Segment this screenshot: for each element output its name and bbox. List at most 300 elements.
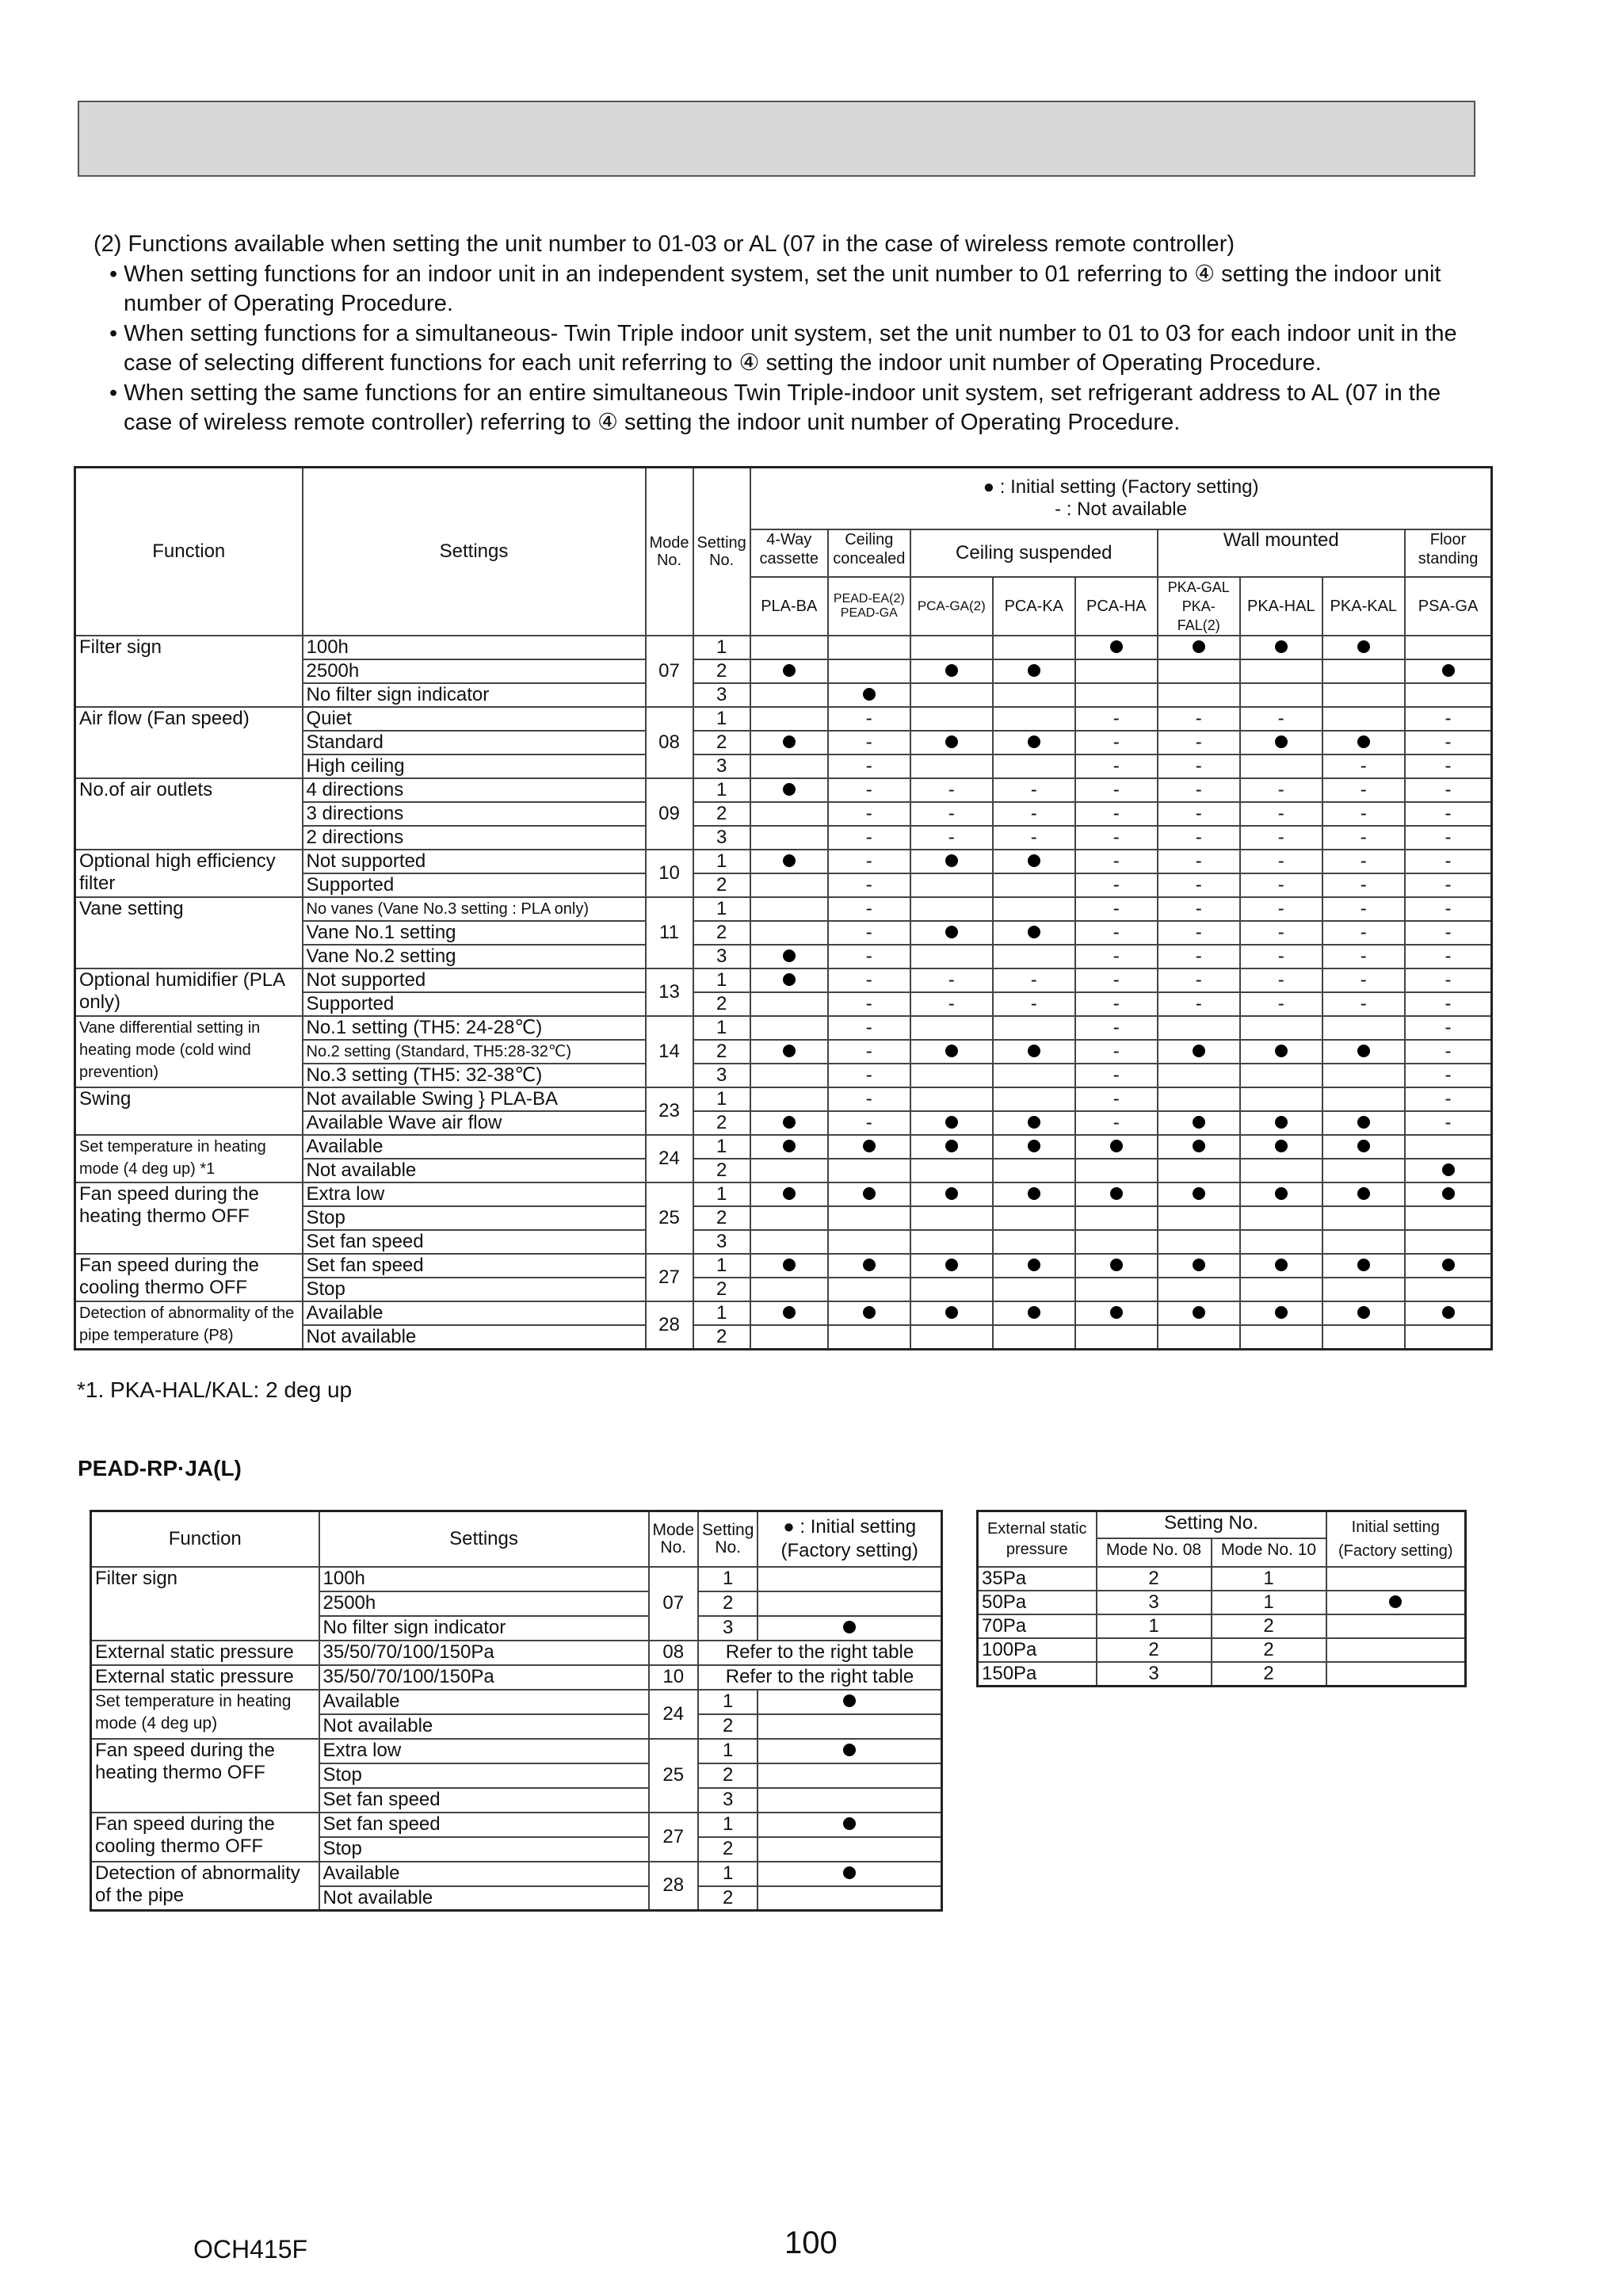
model-value-cell: - xyxy=(1322,897,1405,921)
model-value-cell: - xyxy=(1075,1064,1158,1087)
mode-cell: 09 xyxy=(646,778,693,850)
model-value-cell xyxy=(828,1325,910,1350)
settings-cell: 2500h xyxy=(319,1591,649,1616)
setting-no-cell: 2 xyxy=(693,921,750,945)
refer-right-table-cell: Refer to the right table xyxy=(698,1641,941,1665)
model-value-cell xyxy=(1405,1278,1492,1301)
model-value-cell: - xyxy=(1240,968,1322,992)
initial-setting-dot xyxy=(1442,1306,1455,1319)
setting-no-cell: 2 xyxy=(698,1714,758,1739)
t3-header-mode-08: Mode No. 08 xyxy=(1097,1538,1212,1567)
model-value-cell xyxy=(910,1111,993,1135)
table-row xyxy=(75,1087,1492,1111)
settings-cell: Set fan speed xyxy=(303,1230,646,1254)
model-value-cell xyxy=(750,945,828,968)
initial-setting-dot xyxy=(1028,1259,1040,1271)
initial-setting-dot xyxy=(1028,664,1040,677)
model-value-cell xyxy=(1240,1040,1322,1064)
initial-setting-dot xyxy=(1110,640,1123,653)
setting-no-cell: 1 xyxy=(693,707,750,731)
mode-10-setting-cell: 2 xyxy=(1212,1638,1326,1662)
t1-group-ceiling-suspended: Ceiling suspended xyxy=(910,529,1158,577)
t1-model-pead: PEAD-EA(2) PEAD-GA xyxy=(828,577,910,636)
model-value-cell xyxy=(993,636,1075,659)
initial-setting-cell xyxy=(758,1862,941,1886)
model-value-cell xyxy=(1158,1206,1240,1230)
table-row xyxy=(75,1182,1492,1206)
initial-setting-dot xyxy=(1357,1045,1370,1057)
settings-cell: No filter sign indicator xyxy=(303,683,646,707)
model-value-cell xyxy=(993,1278,1075,1301)
initial-setting-dot xyxy=(783,1140,796,1152)
model-value-cell xyxy=(828,1135,910,1159)
model-value-cell xyxy=(1322,1278,1405,1301)
model-value-cell xyxy=(750,636,828,659)
model-value-cell xyxy=(828,1159,910,1182)
initial-setting-dot xyxy=(863,1140,876,1152)
model-value-cell xyxy=(910,1016,993,1040)
initial-setting-dot xyxy=(783,735,796,748)
model-value-cell xyxy=(993,850,1075,873)
model-value-cell xyxy=(1158,683,1240,707)
settings-cell: Stop xyxy=(319,1837,649,1862)
model-value-cell xyxy=(993,1230,1075,1254)
initial-setting-dot xyxy=(1110,1140,1123,1152)
model-value-cell xyxy=(1322,1135,1405,1159)
setting-no-cell: 1 xyxy=(698,1567,758,1591)
model-value-cell xyxy=(993,1135,1075,1159)
model-value-cell: - xyxy=(828,945,910,968)
mode-cell: 23 xyxy=(646,1087,693,1135)
model-value-cell xyxy=(910,873,993,897)
model-value-cell xyxy=(750,755,828,778)
model-value-cell xyxy=(910,707,993,731)
table-row xyxy=(91,1739,942,1763)
model-value-cell xyxy=(910,1064,993,1087)
table-row xyxy=(75,897,1492,921)
initial-setting-dot xyxy=(783,854,796,867)
settings-cell: Stop xyxy=(303,1206,646,1230)
model-value-cell: - xyxy=(910,968,993,992)
function-cell: Vane setting xyxy=(75,897,303,968)
model-value-cell xyxy=(1322,1016,1405,1040)
model-value-cell: - xyxy=(1075,707,1158,731)
model-value-cell xyxy=(1158,659,1240,683)
initial-setting-dot xyxy=(1442,1259,1455,1271)
model-value-cell xyxy=(828,1278,910,1301)
model-value-cell: - xyxy=(1405,1016,1492,1040)
model-value-cell xyxy=(1240,1159,1322,1182)
model-value-cell: - xyxy=(1240,897,1322,921)
model-value-cell: - xyxy=(1158,826,1240,850)
model-value-cell xyxy=(1075,1135,1158,1159)
model-value-cell: - xyxy=(1158,968,1240,992)
model-value-cell xyxy=(1075,1159,1158,1182)
model-value-cell xyxy=(910,659,993,683)
initial-setting-dot xyxy=(1028,1306,1040,1319)
model-value-cell xyxy=(1322,1064,1405,1087)
model-value-cell xyxy=(828,683,910,707)
table-row xyxy=(75,707,1492,731)
model-value-cell xyxy=(750,683,828,707)
t1-header-settings: Settings xyxy=(303,468,646,636)
setting-no-cell: 1 xyxy=(693,778,750,802)
setting-no-cell: 1 xyxy=(693,1182,750,1206)
model-value-cell xyxy=(1322,683,1405,707)
settings-cell: Not available xyxy=(319,1886,649,1911)
model-value-cell xyxy=(750,1040,828,1064)
initial-setting-dot xyxy=(1357,735,1370,748)
model-value-cell xyxy=(1240,1301,1322,1325)
initial-setting-dot xyxy=(1357,1259,1370,1271)
model-value-cell: - xyxy=(1075,826,1158,850)
mode-cell: 27 xyxy=(649,1813,699,1862)
setting-no-cell: 3 xyxy=(693,755,750,778)
initial-setting-dot xyxy=(1275,1306,1288,1319)
mode-cell: 11 xyxy=(646,897,693,968)
function-cell: Optional humidifier (PLA only) xyxy=(75,968,303,1016)
initial-setting-cell xyxy=(1326,1614,1466,1638)
model-value-cell xyxy=(1240,1278,1322,1301)
model-value-cell: - xyxy=(828,731,910,755)
setting-no-cell: 1 xyxy=(698,1813,758,1837)
model-value-cell xyxy=(750,731,828,755)
initial-setting-dot xyxy=(783,1306,796,1319)
model-value-cell: - xyxy=(910,802,993,826)
initial-setting-dot xyxy=(1442,1187,1455,1200)
model-value-cell: - xyxy=(828,850,910,873)
model-value-cell xyxy=(993,1064,1075,1087)
settings-cell: Vane No.1 setting xyxy=(303,921,646,945)
pressure-cell: 35Pa xyxy=(978,1567,1097,1591)
model-value-cell xyxy=(1240,1016,1322,1040)
initial-setting-dot xyxy=(945,1187,958,1200)
settings-cell: Extra low xyxy=(303,1182,646,1206)
table-row xyxy=(75,778,1492,802)
function-cell: Swing xyxy=(75,1087,303,1135)
model-value-cell: - xyxy=(1405,755,1492,778)
model-value-cell xyxy=(750,1135,828,1159)
settings-cell: 35/50/70/100/150Pa xyxy=(319,1665,649,1690)
model-value-cell xyxy=(1240,1064,1322,1087)
model-value-cell xyxy=(910,897,993,921)
initial-setting-cell xyxy=(758,1690,941,1714)
function-cell: Detection of abnormality of the pipe xyxy=(91,1862,319,1911)
model-value-cell xyxy=(1405,1254,1492,1278)
initial-setting-cell xyxy=(758,1616,941,1641)
model-value-cell: - xyxy=(828,897,910,921)
settings-cell: Not supported xyxy=(303,968,646,992)
model-value-cell: - xyxy=(1322,778,1405,802)
intro-heading: (2) Functions available when setting the unit number to 01-03 or AL (07 in the case of wireless remote controller) xyxy=(94,231,1235,257)
function-cell: Set temperature in heating mode (4 deg up) xyxy=(91,1690,319,1739)
pressure-cell: 150Pa xyxy=(978,1662,1097,1687)
settings-cell: High ceiling xyxy=(303,755,646,778)
model-value-cell: - xyxy=(1075,992,1158,1016)
initial-setting-dot xyxy=(1193,1140,1205,1152)
model-value-cell xyxy=(1240,731,1322,755)
table-row xyxy=(91,1665,942,1690)
model-value-cell: - xyxy=(1322,945,1405,968)
model-value-cell: - xyxy=(1405,945,1492,968)
setting-no-cell: 2 xyxy=(698,1591,758,1616)
mode-10-setting-cell: 1 xyxy=(1212,1591,1326,1614)
setting-no-cell: 2 xyxy=(698,1886,758,1911)
settings-cell: Standard xyxy=(303,731,646,755)
model-value-cell: - xyxy=(1405,707,1492,731)
model-value-cell: - xyxy=(1405,802,1492,826)
initial-setting-dot xyxy=(1357,1306,1370,1319)
model-value-cell xyxy=(1322,636,1405,659)
initial-setting-dot xyxy=(1275,735,1288,748)
model-value-cell xyxy=(1240,1230,1322,1254)
setting-no-cell: 2 xyxy=(693,802,750,826)
pead-title: PEAD-RP·JA(L) xyxy=(78,1456,242,1480)
setting-no-cell: 3 xyxy=(698,1616,758,1641)
model-value-cell xyxy=(1405,1230,1492,1254)
model-value-cell xyxy=(910,1135,993,1159)
model-value-cell xyxy=(750,826,828,850)
initial-setting-dot xyxy=(1193,1306,1205,1319)
model-value-cell: - xyxy=(1158,873,1240,897)
model-value-cell xyxy=(750,968,828,992)
initial-setting-dot xyxy=(1275,640,1288,653)
model-value-cell xyxy=(993,1254,1075,1278)
model-value-cell xyxy=(1405,659,1492,683)
model-value-cell xyxy=(1405,1206,1492,1230)
model-value-cell xyxy=(1158,1040,1240,1064)
model-value-cell xyxy=(1240,1254,1322,1278)
t1-group-ceiling-concealed: Ceiling concealed xyxy=(828,529,910,577)
t1-legend-not-available: - : Not available xyxy=(1055,498,1187,520)
model-value-cell xyxy=(910,1087,993,1111)
model-value-cell xyxy=(993,1111,1075,1135)
model-value-cell xyxy=(750,1159,828,1182)
model-value-cell: - xyxy=(1075,921,1158,945)
t1-group-floor-standing: Floor standing xyxy=(1405,529,1492,577)
function-cell: Vane differential setting in heating mode (cold wind prevention) xyxy=(75,1016,303,1087)
initial-setting-cell xyxy=(758,1837,941,1862)
model-value-cell xyxy=(828,636,910,659)
model-value-cell xyxy=(750,897,828,921)
model-value-cell: - xyxy=(1405,968,1492,992)
model-value-cell: - xyxy=(828,921,910,945)
settings-cell: No vanes (Vane No.3 setting : PLA only) xyxy=(303,897,646,921)
model-value-cell xyxy=(993,683,1075,707)
model-value-cell: - xyxy=(1158,731,1240,755)
setting-no-cell: 1 xyxy=(693,897,750,921)
model-value-cell: - xyxy=(828,1064,910,1087)
initial-setting-dot xyxy=(843,1817,856,1830)
initial-setting-dot xyxy=(1357,1187,1370,1200)
model-value-cell xyxy=(1158,1278,1240,1301)
initial-setting-dot xyxy=(945,926,958,938)
model-value-cell xyxy=(993,945,1075,968)
model-value-cell xyxy=(1075,659,1158,683)
model-value-cell: - xyxy=(828,1111,910,1135)
settings-cell: Stop xyxy=(303,1278,646,1301)
table-row xyxy=(978,1614,1466,1638)
mode-cell: 08 xyxy=(649,1641,699,1665)
table-row xyxy=(75,636,1492,659)
model-value-cell xyxy=(750,659,828,683)
model-value-cell xyxy=(910,850,993,873)
mode-10-setting-cell: 2 xyxy=(1212,1662,1326,1687)
model-value-cell xyxy=(750,778,828,802)
t1-model-pca-ka: PCA-KA xyxy=(993,577,1075,636)
mode-cell: 25 xyxy=(646,1182,693,1254)
t1-group-4way: 4-Way cassette xyxy=(750,529,828,577)
model-value-cell: - xyxy=(1405,826,1492,850)
setting-no-cell: 2 xyxy=(693,873,750,897)
model-value-cell: - xyxy=(1405,778,1492,802)
model-value-cell xyxy=(910,1301,993,1325)
model-value-cell: - xyxy=(1075,1016,1158,1040)
model-value-cell xyxy=(1158,1135,1240,1159)
model-value-cell xyxy=(1405,683,1492,707)
model-value-cell xyxy=(1240,683,1322,707)
setting-no-cell: 2 xyxy=(693,1278,750,1301)
model-value-cell xyxy=(993,897,1075,921)
model-value-cell xyxy=(750,1182,828,1206)
settings-cell: Extra low xyxy=(319,1739,649,1763)
initial-setting-dot xyxy=(1193,1045,1205,1057)
model-value-cell: - xyxy=(1405,1064,1492,1087)
model-value-cell xyxy=(910,636,993,659)
setting-no-cell: 2 xyxy=(698,1763,758,1788)
function-cell: Filter sign xyxy=(91,1567,319,1641)
model-value-cell: - xyxy=(1405,1111,1492,1135)
model-value-cell xyxy=(1158,1111,1240,1135)
setting-no-cell: 1 xyxy=(693,968,750,992)
settings-cell: No filter sign indicator xyxy=(319,1616,649,1641)
t1-group-wall-mounted: Wall mounted xyxy=(1158,529,1405,577)
model-value-cell xyxy=(993,1182,1075,1206)
model-value-cell: - xyxy=(1322,873,1405,897)
model-value-cell xyxy=(750,873,828,897)
model-value-cell xyxy=(1240,1325,1322,1350)
model-value-cell xyxy=(910,1040,993,1064)
mode-08-setting-cell: 3 xyxy=(1097,1662,1212,1687)
model-value-cell: - xyxy=(828,968,910,992)
model-value-cell: - xyxy=(1240,826,1322,850)
mode-cell: 10 xyxy=(649,1665,699,1690)
model-value-cell xyxy=(1158,1016,1240,1040)
intro-bullet-1: • When setting functions for an indoor unit in an independent system, set the unit number to 01 referring to ④ setting the indoor unit number of Operating Procedure. xyxy=(109,261,1441,316)
initial-setting-dot xyxy=(783,973,796,986)
initial-setting-dot xyxy=(1110,1259,1123,1271)
t2-header-setting: Setting No. xyxy=(698,1511,758,1567)
mode-cell: 28 xyxy=(649,1862,699,1911)
initial-setting-dot xyxy=(843,1744,856,1756)
setting-no-cell: 3 xyxy=(693,826,750,850)
setting-no-cell: 3 xyxy=(693,1064,750,1087)
mode-cell: 27 xyxy=(646,1254,693,1301)
mode-cell: 25 xyxy=(649,1739,699,1813)
model-value-cell xyxy=(1240,636,1322,659)
model-value-cell: - xyxy=(1322,802,1405,826)
settings-cell: Not available xyxy=(319,1714,649,1739)
function-cell: Fan speed during the cooling thermo OFF xyxy=(91,1813,319,1862)
table-row xyxy=(91,1813,942,1837)
function-cell: Filter sign xyxy=(75,636,303,707)
model-value-cell xyxy=(910,731,993,755)
model-value-cell xyxy=(828,1182,910,1206)
function-cell: Fan speed during the heating thermo OFF xyxy=(91,1739,319,1813)
model-value-cell xyxy=(1240,659,1322,683)
initial-setting-dot xyxy=(1389,1595,1402,1608)
initial-setting-dot xyxy=(945,664,958,677)
initial-setting-dot xyxy=(843,1694,856,1707)
model-value-cell xyxy=(1075,1325,1158,1350)
functions-table xyxy=(74,466,1493,1350)
settings-cell: Available xyxy=(319,1862,649,1886)
model-value-cell xyxy=(1158,1064,1240,1087)
table-row xyxy=(75,1301,1492,1325)
initial-setting-dot xyxy=(1028,1140,1040,1152)
model-value-cell: - xyxy=(1405,921,1492,945)
model-value-cell: - xyxy=(993,802,1075,826)
initial-setting-dot xyxy=(863,688,876,701)
model-value-cell xyxy=(1322,707,1405,731)
initial-setting-dot xyxy=(945,1306,958,1319)
setting-no-cell: 2 xyxy=(693,992,750,1016)
model-value-cell xyxy=(750,1206,828,1230)
model-value-cell xyxy=(1405,1135,1492,1159)
model-value-cell: - xyxy=(828,1087,910,1111)
setting-no-cell: 2 xyxy=(693,1325,750,1350)
settings-cell: Supported xyxy=(303,992,646,1016)
t1-header-setting: Setting No. xyxy=(693,468,750,636)
initial-setting-dot xyxy=(1442,664,1455,677)
setting-no-cell: 2 xyxy=(693,1206,750,1230)
model-value-cell xyxy=(1322,1325,1405,1350)
settings-cell: Quiet xyxy=(303,707,646,731)
model-value-cell xyxy=(1322,1206,1405,1230)
intro-text xyxy=(94,230,1488,438)
model-value-cell xyxy=(750,707,828,731)
table-row xyxy=(978,1567,1466,1591)
settings-cell: 100h xyxy=(319,1567,649,1591)
model-value-cell: - xyxy=(1075,850,1158,873)
initial-setting-dot xyxy=(1110,1306,1123,1319)
mode-cell: 28 xyxy=(646,1301,693,1350)
initial-setting-dot xyxy=(843,1866,856,1879)
model-value-cell xyxy=(1158,1254,1240,1278)
model-value-cell: - xyxy=(1405,897,1492,921)
t1-model-psa-ga: PSA-GA xyxy=(1405,577,1492,636)
model-value-cell xyxy=(1322,659,1405,683)
initial-setting-dot xyxy=(1028,735,1040,748)
t1-model-pka-gal: PKA-GAL PKA-FAL(2) xyxy=(1158,577,1240,636)
model-value-cell xyxy=(1405,1325,1492,1350)
model-value-cell xyxy=(910,1278,993,1301)
model-value-cell: - xyxy=(1405,873,1492,897)
initial-setting-dot xyxy=(1028,926,1040,938)
initial-setting-cell xyxy=(758,1714,941,1739)
model-value-cell: - xyxy=(828,778,910,802)
model-value-cell: - xyxy=(1075,897,1158,921)
settings-cell: No.2 setting (Standard, TH5:28-32℃) xyxy=(303,1040,646,1064)
model-value-cell: - xyxy=(1405,1040,1492,1064)
t2-header-mode: Mode No. xyxy=(649,1511,699,1567)
t1-model-pca-ga: PCA-GA(2) xyxy=(910,577,993,636)
model-value-cell: - xyxy=(1075,968,1158,992)
model-value-cell xyxy=(1322,731,1405,755)
function-cell: Set temperature in heating mode (4 deg up) *1 xyxy=(75,1135,303,1182)
model-value-cell xyxy=(828,659,910,683)
setting-no-cell: 1 xyxy=(693,636,750,659)
